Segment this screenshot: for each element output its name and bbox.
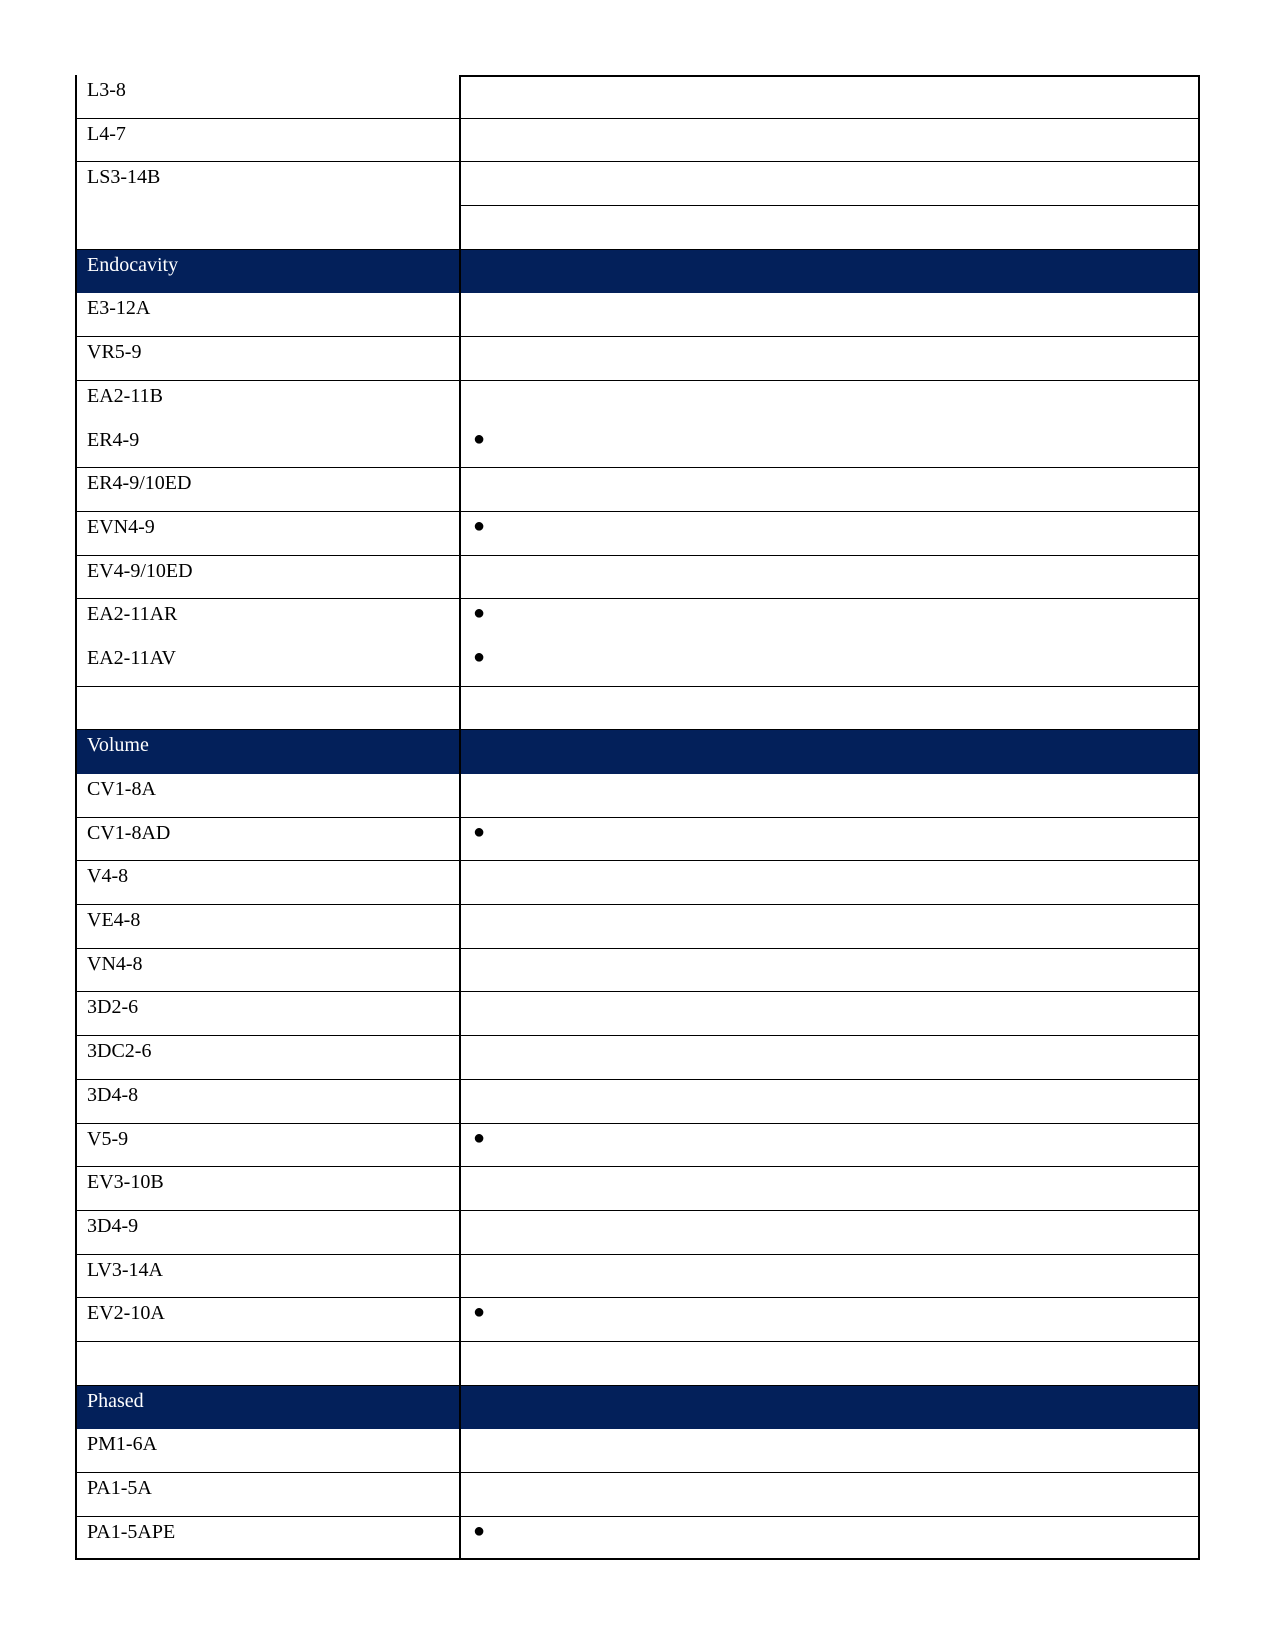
- model-label: 3D2-6: [87, 996, 139, 1019]
- section-header-row: [75, 250, 1200, 294]
- bullet-mark: ●: [473, 602, 486, 625]
- model-cell: [75, 1255, 461, 1299]
- bullet-mark: ●: [473, 645, 486, 668]
- probe-table: [75, 75, 1200, 1560]
- section-title: Phased: [87, 1389, 144, 1412]
- model-label: PM1-6A: [87, 1433, 158, 1456]
- availability-cell: [461, 1167, 1200, 1211]
- section-header-cell: [75, 730, 461, 774]
- table-row: [75, 1298, 1200, 1342]
- table-row: [75, 337, 1200, 381]
- availability-cell: [461, 861, 1200, 905]
- model-cell: [75, 1211, 461, 1255]
- availability-cell: [461, 774, 1200, 818]
- model-cell: [75, 293, 461, 337]
- table-row: [75, 992, 1200, 1036]
- bullet-mark: ●: [473, 1301, 486, 1324]
- model-cell: [75, 381, 461, 425]
- section-header-row: [75, 1386, 1200, 1430]
- availability-cell: [461, 381, 1200, 425]
- table-row: [75, 905, 1200, 949]
- availability-cell: [461, 293, 1200, 337]
- model-label: LS3-14B: [87, 166, 161, 189]
- section-title: Endocavity: [87, 253, 179, 276]
- model-cell: [75, 512, 461, 556]
- model-label: 3D4-9: [87, 1214, 139, 1237]
- model-label: VN4-8: [87, 952, 143, 975]
- availability-cell: [461, 250, 1200, 294]
- model-label: CV1-8AD: [87, 821, 171, 844]
- model-cell: [75, 556, 461, 600]
- table-row: [75, 556, 1200, 600]
- model-label: ER4-9/10ED: [87, 472, 192, 495]
- table-row: [75, 75, 1200, 119]
- table-row: [75, 1080, 1200, 1124]
- model-label: ER4-9: [87, 428, 140, 451]
- model-cell: [75, 206, 461, 250]
- model-cell: [75, 774, 461, 818]
- model-cell: [75, 75, 461, 119]
- model-cell: [75, 992, 461, 1036]
- table-row: [75, 818, 1200, 862]
- model-cell: [75, 1167, 461, 1211]
- table-row: [75, 599, 1200, 643]
- table-row: [75, 206, 1200, 250]
- section-header-cell: [75, 1386, 461, 1430]
- model-label: EA2-11B: [87, 384, 163, 407]
- model-label: LV3-14A: [87, 1258, 163, 1281]
- availability-cell: [461, 1124, 1200, 1168]
- availability-cell: [461, 556, 1200, 600]
- table-row: [75, 687, 1200, 731]
- availability-cell: [461, 1473, 1200, 1517]
- model-label: EVN4-9: [87, 515, 155, 538]
- model-label: PA1-5APE: [87, 1520, 176, 1543]
- availability-cell: [461, 75, 1200, 119]
- availability-cell: [461, 512, 1200, 556]
- model-cell: [75, 949, 461, 993]
- model-label: EV4-9/10ED: [87, 559, 193, 582]
- availability-cell: [461, 119, 1200, 163]
- bullet-mark: ●: [473, 514, 486, 537]
- table-row: [75, 381, 1200, 425]
- model-label: L4-7: [87, 122, 126, 145]
- availability-cell: [461, 687, 1200, 731]
- availability-cell: [461, 905, 1200, 949]
- model-cell: [75, 1036, 461, 1080]
- model-label: EV3-10B: [87, 1171, 164, 1194]
- model-cell: [75, 468, 461, 512]
- model-label: E3-12A: [87, 297, 151, 320]
- table-row: [75, 1342, 1200, 1386]
- availability-cell: [461, 162, 1200, 206]
- table-row: [75, 1255, 1200, 1299]
- model-cell: [75, 1517, 461, 1561]
- model-label: VE4-8: [87, 909, 141, 932]
- model-cell: [75, 1298, 461, 1342]
- availability-cell: [461, 1036, 1200, 1080]
- model-cell: [75, 162, 461, 206]
- table-row: [75, 468, 1200, 512]
- availability-cell: [461, 468, 1200, 512]
- model-cell: [75, 1429, 461, 1473]
- availability-cell: [461, 206, 1200, 250]
- model-label: V4-8: [87, 865, 129, 888]
- model-cell: [75, 687, 461, 731]
- bullet-mark: ●: [473, 1519, 486, 1542]
- table-row: [75, 1517, 1200, 1561]
- table-row: [75, 1211, 1200, 1255]
- availability-cell: [461, 643, 1200, 687]
- model-label: EA2-11AV: [87, 646, 176, 669]
- model-label: V5-9: [87, 1127, 129, 1150]
- model-label: EV2-10A: [87, 1302, 165, 1325]
- table-row: [75, 949, 1200, 993]
- availability-cell: [461, 1211, 1200, 1255]
- availability-cell: [461, 1429, 1200, 1473]
- availability-cell: [461, 949, 1200, 993]
- model-cell: [75, 818, 461, 862]
- model-cell: [75, 119, 461, 163]
- availability-cell: [461, 1342, 1200, 1386]
- table-row: [75, 1167, 1200, 1211]
- model-cell: [75, 337, 461, 381]
- model-cell: [75, 1124, 461, 1168]
- model-cell: [75, 1342, 461, 1386]
- bullet-mark: ●: [473, 1126, 486, 1149]
- model-cell: [75, 425, 461, 469]
- model-cell: [75, 643, 461, 687]
- availability-cell: [461, 337, 1200, 381]
- model-label: CV1-8A: [87, 778, 156, 800]
- model-cell: [75, 905, 461, 949]
- availability-cell: [461, 992, 1200, 1036]
- model-cell: [75, 861, 461, 905]
- table-row: [75, 1036, 1200, 1080]
- availability-cell: [461, 1517, 1200, 1561]
- table-row: [75, 162, 1200, 206]
- table-row: [75, 425, 1200, 469]
- availability-cell: [461, 1080, 1200, 1124]
- section-title: Volume: [87, 734, 149, 757]
- table-row: [75, 861, 1200, 905]
- availability-cell: [461, 1386, 1200, 1430]
- bullet-mark: ●: [473, 427, 486, 450]
- table-row: [75, 774, 1200, 818]
- table-row: [75, 643, 1200, 687]
- availability-cell: [461, 1298, 1200, 1342]
- table-row: [75, 512, 1200, 556]
- section-header-row: [75, 730, 1200, 774]
- availability-cell: [461, 599, 1200, 643]
- model-cell: [75, 1080, 461, 1124]
- availability-cell: [461, 1255, 1200, 1299]
- table-row: [75, 119, 1200, 163]
- table-row: [75, 293, 1200, 337]
- bullet-mark: ●: [473, 820, 486, 843]
- table-row: [75, 1429, 1200, 1473]
- table-row: [75, 1473, 1200, 1517]
- model-label: L3-8: [87, 79, 126, 101]
- model-label: VR5-9: [87, 341, 142, 364]
- model-label: 3DC2-6: [87, 1040, 152, 1063]
- model-cell: [75, 1473, 461, 1517]
- model-label: EA2-11AR: [87, 603, 178, 626]
- model-label: 3D4-8: [87, 1083, 139, 1106]
- availability-cell: [461, 425, 1200, 469]
- availability-cell: [461, 818, 1200, 862]
- availability-cell: [461, 730, 1200, 774]
- section-header-cell: [75, 250, 461, 294]
- table-row: [75, 1124, 1200, 1168]
- model-label: PA1-5A: [87, 1477, 152, 1499]
- model-cell: [75, 599, 461, 643]
